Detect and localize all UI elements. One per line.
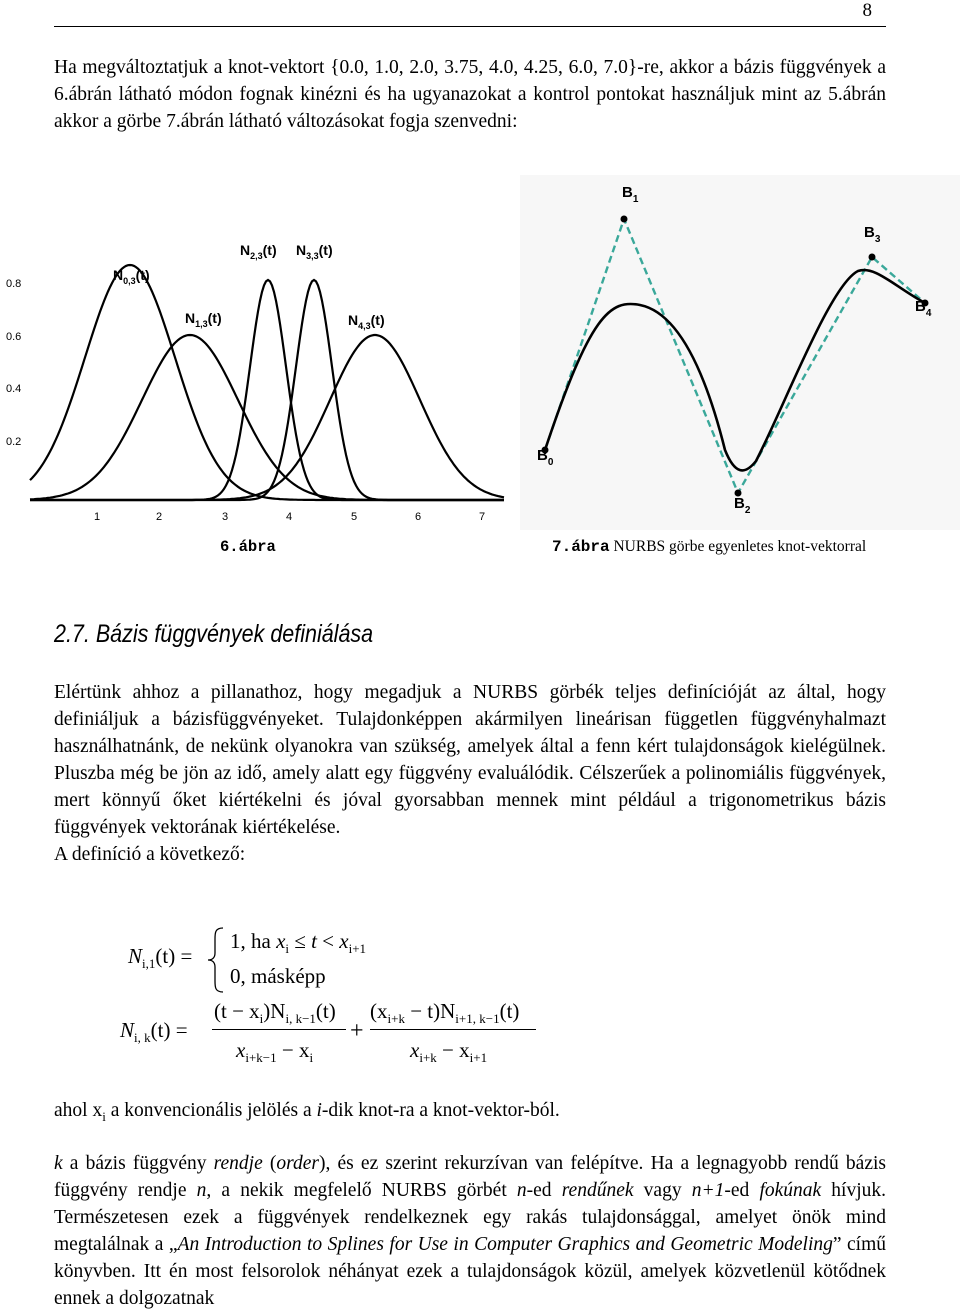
formula-ni1-lhs: $N_{i,1}(t)$ = <box>128 944 193 971</box>
page-number: 8 <box>862 0 872 21</box>
formula-numerator-2: $(x_{i+k} - t)N_{i+1, k-1}(t)$ <box>370 999 520 1026</box>
y-tick-label: 0.4 <box>6 383 22 395</box>
control-point-label: $B_2$ <box>734 495 751 516</box>
x-tick-label: 4 <box>285 511 293 523</box>
body-paragraph <box>54 679 886 868</box>
x-tick-label: 6 <box>414 511 422 523</box>
figure-7-caption-label: 7.ábra <box>552 538 610 556</box>
fraction-bar-2 <box>370 1029 536 1030</box>
section-heading: 2.7. Bázis függvények definiálása <box>54 620 374 648</box>
formula-denominator-1: $x_{i+k-1} - x_i$ <box>236 1038 314 1065</box>
basis-label-n33: $N_{3,3}(t)$ <box>296 242 333 261</box>
control-point-label: $B_0$ <box>537 447 554 468</box>
control-point-label: $B_4$ <box>915 298 932 319</box>
control-point-label: $B_3$ <box>864 224 881 245</box>
formula-denominator-2: $x_{i+k} - x_{i+1}$ <box>410 1038 488 1065</box>
intro-text: Ha megváltoztatjuk a knot-vektort {0.0, 1.0, 2.0, 3.75, 4.0, 4.25, 6.0, 7.0}-re, akkor a bázis függvények a 6.ábrán látható módon fognak kinézni és ha ugyanazokat a kontrol pontokat használjuk mint az 5.ábrán akkor a görbe 7.ábrán látható változásokat fogja szenvedni: <box>54 57 886 132</box>
basis-label-n43: $N_{4,3}(t)$ <box>348 312 385 331</box>
control-point <box>869 254 876 261</box>
basis-label-n23: $N_{2,3}(t)$ <box>240 242 277 261</box>
basis-curve <box>30 335 504 500</box>
basis-curve <box>30 335 504 500</box>
basis-curve <box>30 280 504 500</box>
intro-paragraph <box>54 54 886 135</box>
figure-7-caption-text: NURBS görbe egyenletes knot-vektorral <box>609 538 867 555</box>
y-tick-label: 0.6 <box>6 331 22 343</box>
formula-case-2: 0, másképp <box>230 964 326 988</box>
y-tick-label: 0.8 <box>6 278 22 290</box>
formula-brace <box>205 925 227 995</box>
formula-nik-lhs: $N_{i, k}(t)$ = <box>120 1018 188 1045</box>
header-rule <box>54 26 886 27</box>
closing-paragraph: k a bázis függvény rendje (order), és ez szerint rekurzívan van felépítve. Ha a legnagyobb rendű bázis függvény rendje n, a nekik megfelelő NURBS görbét n-ed rendűnek vagy n+1-ed fokúnak hívjuk. Természetesen ezek a függvények rendelkeznek egy rakás tulajdonsággal, amelyet önök mind megtalálnak a „An Introduction to Splines for Use in Computer Graphics and Geometric Modeling” című könyvben. Itt én most felsorolok néhányat ezek a tulajdonságok közül, amelyek közvetlenül kötődnek ennek a dolgozatnak <box>54 1153 887 1309</box>
definition-intro: A definíció a következő: <box>54 844 246 865</box>
x-tick-label: 5 <box>350 511 358 523</box>
body-text: Elértünk ahhoz a pillanathoz, hogy megadjuk a NURBS görbék teljes definícióját az által, hogy definiáljuk a bázisfüggvényeket. Tulajdonképpen akármilyen lineárisan független függvényhalmazt használhatnánk, de nekünk olyanokra van szükség, amelyek által a fenn kért tulajdonságok kielégülnek. Pluszba még be jön az idő, amely alatt egy függvény evaluálódik. Célszerűek a polinomiális függvények, mert könnyű őket kiértékelni és jóval gyorsabban mennek mint például a trigonometrikus bázis függvények vektorának kiértékelése. <box>54 682 886 838</box>
figure-7-caption <box>552 538 866 556</box>
formula-plus: + <box>350 1018 364 1044</box>
y-tick-label: 0.2 <box>6 436 22 448</box>
figure-7-nurbs-curve <box>520 175 960 530</box>
basis-label-n03: $N_{0,3}(t)$ <box>113 267 150 286</box>
formula-case-1: 1, ha $x_i \le t < x_{i+1}$ <box>230 929 367 956</box>
basis-curve <box>30 265 504 500</box>
basis-curve-labels <box>113 242 385 331</box>
x-tick-label: 2 <box>155 511 163 523</box>
notation-note: ahol $x_i$ a konvencionális jelölés a i-dik knot-ra a knot-vektor-ból. <box>54 1100 560 1124</box>
y-axis-ticks <box>6 278 21 448</box>
x-tick-label: 7 <box>478 511 486 523</box>
control-point-label: $B_1$ <box>622 184 639 205</box>
control-point <box>621 216 628 223</box>
x-tick-label: 1 <box>93 511 101 523</box>
figure-6-basis-functions <box>0 235 515 525</box>
x-axis-ticks <box>94 511 485 523</box>
basis-curve <box>30 280 504 500</box>
x-tick-label: 3 <box>221 511 229 523</box>
basis-label-n13: $N_{1,3}(t)$ <box>185 310 222 329</box>
fraction-bar-1 <box>212 1029 346 1030</box>
figure-6-caption: 6.ábra <box>220 538 276 556</box>
basis-curves <box>30 265 504 500</box>
formula-numerator-1: $(t - x_i)N_{i, k-1}(t)$ <box>214 999 336 1026</box>
